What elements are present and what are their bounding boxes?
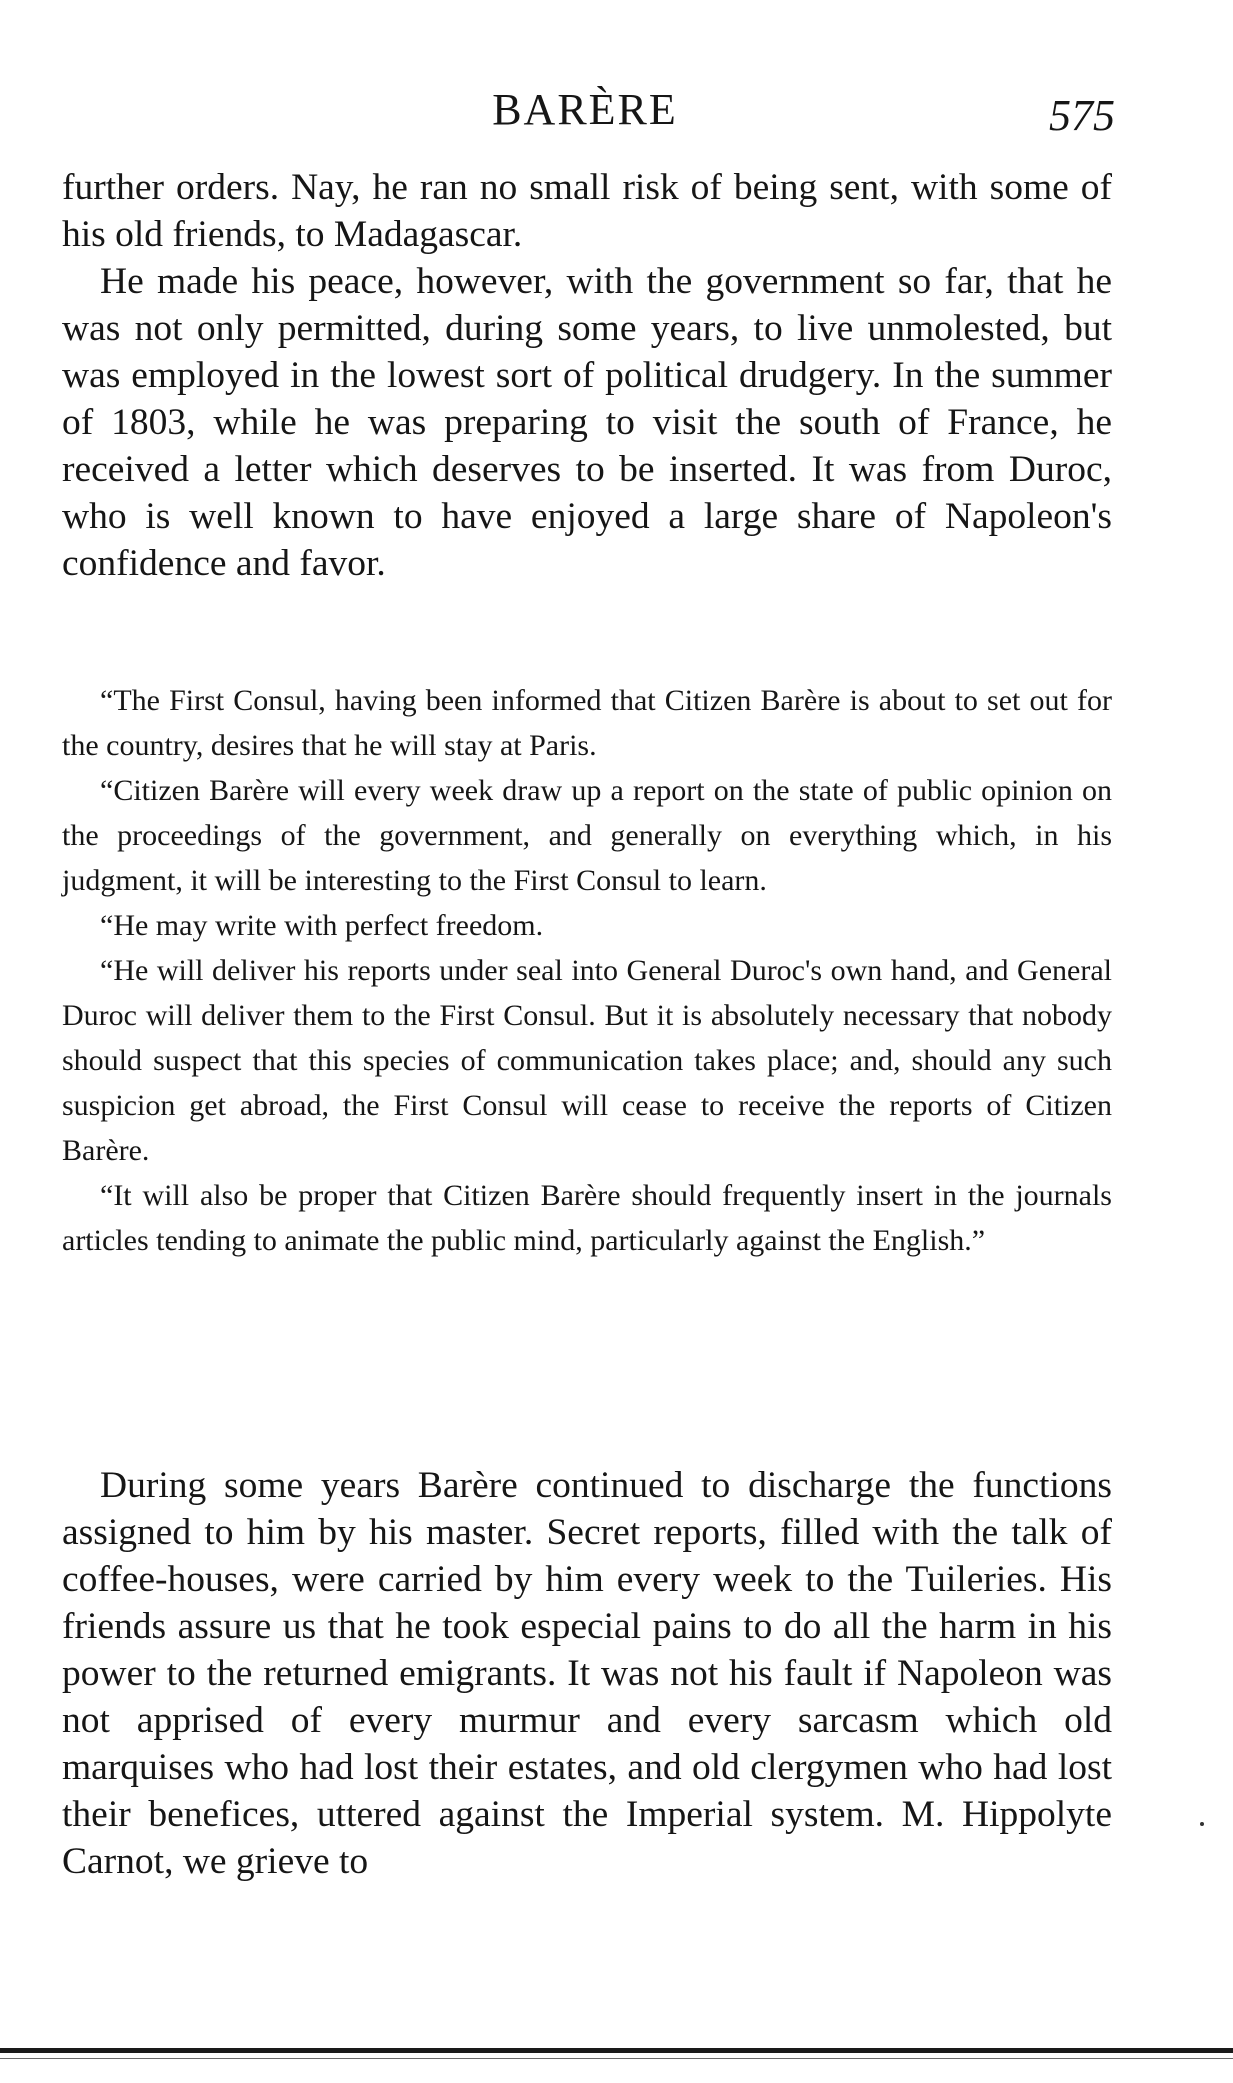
quote-paragraph: “It will also be proper that Citizen Barère should frequently insert in the journals articles tending to animate the public mind, particularly against the English.” <box>62 1179 1112 1257</box>
quote-paragraph: “He will deliver his reports under seal into General Duroc's own hand, and General Duroc will deliver them to the First Consul. But it is absolutely necessary that nobody should suspect that this species of communication takes place; and, should any such suspicion get abroad, the First Consul will cease to receive the reports of Citizen Barère. <box>62 954 1112 1167</box>
paragraph-peace-with-government: He made his peace, however, with the government so far, that he was not only permitted, during some years, to live unmolested, but was employed in the lowest sort of political drudgery. In the summer of 1803, while he was preparing to visit the south of France, he received a letter which deserves to be inserted. It was from Duroc, who is well known to have enjoyed a large share of Napoleon's confidence and favor. <box>62 261 1112 584</box>
closing-paragraphs <box>62 1462 1112 1885</box>
footer-rule-thin <box>0 2058 1233 2059</box>
page-number: 575 <box>1049 91 1115 140</box>
quote-paragraph: “He may write with perfect freedom. <box>100 909 544 942</box>
running-head <box>0 80 1233 140</box>
running-title: BARÈRE <box>492 85 678 134</box>
paragraph-continuation: further orders. Nay, he ran no small risk of being sent, with some of his old friends, to Madagascar. <box>62 167 1112 255</box>
letter-quote <box>62 678 1112 1263</box>
paragraph-secret-reports: During some years Barère continued to discharge the functions assigned to him by his master. Secret reports, filled with the talk of coffee-houses, were carried by him every week to the Tuileries. His friends assure us that he took especial pains to do all the harm in his power to the returned emigrants. It was not his fault if Napoleon was not apprised of every murmur and every sarcasm which old marquises who had lost their estates, and old clergymen who had lost their benefices, uttered against the Imperial system. M. Hippolyte Carnot, we grieve to <box>62 1465 1112 1882</box>
quote-paragraph: “The First Consul, having been informed that Citizen Barère is about to set out for the country, desires that he will stay at Paris. <box>62 684 1112 762</box>
margin-speck <box>1200 1822 1204 1826</box>
footer-rule <box>0 2048 1233 2053</box>
opening-paragraphs <box>62 164 1112 587</box>
quote-paragraph: “Citizen Barère will every week draw up a report on the state of public opinion on the proceedings of the government, and generally on everything which, in his judgment, it will be interesting to the First Consul to learn. <box>62 774 1112 897</box>
